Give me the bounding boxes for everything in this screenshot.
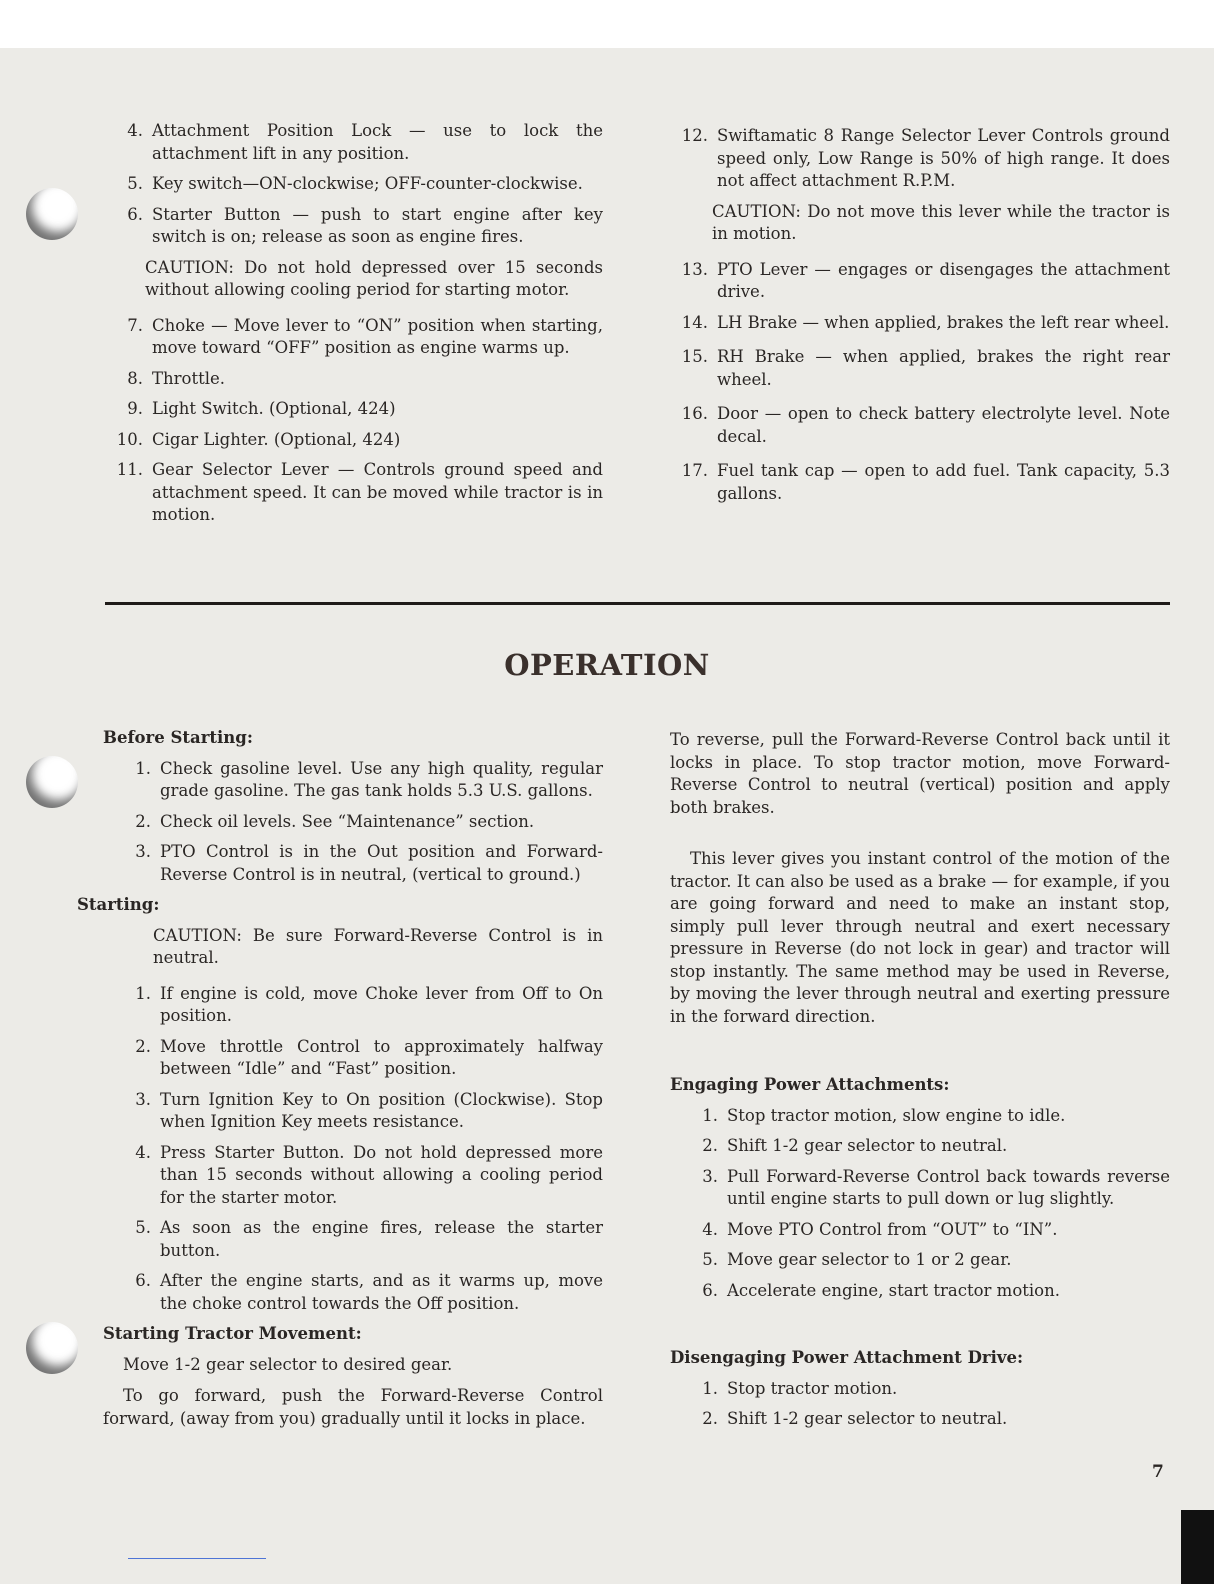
item-text: Shift 1-2 gear selector to neutral.: [727, 1409, 1008, 1428]
item-number: 3.: [135, 842, 151, 861]
item-number: 10.: [116, 429, 143, 449]
punch-hole-bottom: [26, 1322, 78, 1374]
item-number: 2.: [135, 1036, 151, 1056]
item-number: 7.: [127, 315, 143, 335]
item-text: Shift 1-2 gear selector to neutral.: [727, 1136, 1008, 1155]
before-starting-heading: Before Starting:: [103, 728, 253, 747]
list-item: [670, 1166, 1170, 1211]
item-number: 4.: [127, 121, 143, 140]
item-number: 1.: [135, 983, 151, 1003]
item-text: Check oil levels. See “Maintenance” section.: [160, 811, 535, 831]
item-text: PTO Lever — engages or disengages the attachment drive.: [717, 259, 1170, 301]
item-text: Check gasoline level. Use any high quality, regular grade gasoline. The gas tank holds 5.3 U.S. gallons.: [160, 758, 603, 800]
list-item: [670, 312, 1170, 335]
list-item: [103, 841, 603, 886]
list-item: [105, 315, 603, 360]
item-number: 4.: [702, 1219, 718, 1239]
list-item: [670, 1408, 1170, 1431]
item-text: RH Brake — when applied, brakes the right rear wheel.: [717, 347, 1170, 389]
item-text: Key switch—ON-clockwise; OFF-counter-clockwise.: [152, 174, 583, 193]
item-text: If engine is cold, move Choke lever from Off to On position.: [160, 983, 603, 1025]
item-text: As soon as the engine fires, release the starter button.: [160, 1218, 603, 1260]
item-text: Cigar Lighter. (Optional, 424): [152, 429, 401, 449]
underline-mark: [128, 1558, 266, 1559]
item-number: 16.: [681, 404, 708, 423]
item-number: 11.: [116, 460, 143, 479]
reverse-text: To reverse, pull the Forward-Reverse Control back until it locks in place. To stop tractor motion, move Forward-Reverse Control to neutral (vertical) position and apply both brakes.: [670, 730, 1170, 817]
list-item: [670, 1378, 1170, 1401]
item-number: 6.: [702, 1280, 718, 1300]
list-item: [103, 1142, 603, 1210]
item-number: 4.: [135, 1142, 151, 1162]
item-text: Fuel tank cap — open to add fuel. Tank capacity, 5.3 gallons.: [717, 461, 1170, 503]
item-number: 3.: [702, 1166, 718, 1186]
list-item: [670, 1249, 1170, 1272]
item-number: 6.: [127, 204, 143, 224]
item-number: 2.: [702, 1136, 718, 1155]
section-title: OPERATION: [504, 648, 710, 682]
tractor-movement-heading: Starting Tractor Movement:: [103, 1324, 362, 1343]
punch-hole-top: [26, 188, 78, 240]
movement-text: Move 1-2 gear selector to desired gear.: [123, 1354, 453, 1374]
item-number: 15.: [681, 347, 708, 366]
item-number: 8.: [127, 368, 143, 388]
list-item: [105, 368, 603, 391]
item-text: PTO Control is in the Out position and Forward-Reverse Control is in neutral, (vertical to ground.): [160, 842, 603, 884]
page-number: 7: [1152, 1462, 1164, 1482]
item-number: 14.: [681, 312, 708, 332]
list-item: [105, 429, 603, 452]
list-item: [670, 125, 1170, 193]
item-number: 12.: [681, 126, 708, 145]
list-item: [103, 1036, 603, 1081]
item-text: Accelerate engine, start tractor motion.: [727, 1280, 1060, 1300]
list-item: [670, 346, 1170, 391]
list-item: [103, 1217, 603, 1262]
item-text: After the engine starts, and as it warms up, move the choke control towards the Off position.: [160, 1271, 603, 1313]
item-number: 2.: [702, 1409, 718, 1428]
list-item: [105, 459, 603, 527]
engaging-heading: Engaging Power Attachments:: [670, 1075, 950, 1094]
lever-text: This lever gives you instant control of the motion of the tractor. It can also be used as a brake — for example, if you are going forward and need to make an instant stop, simply pull lever through neutral and exert necessary pressure in Reverse (do not lock in gear) and tractor will stop instantly. The same method may be used in Reverse, by moving the lever through neutral and exerting pressure in the forward direction.: [670, 849, 1170, 1026]
item-text: Pull Forward-Reverse Control back towards reverse until engine starts to pull down or lug slightly.: [727, 1166, 1170, 1208]
item-text: Light Switch. (Optional, 424): [152, 399, 396, 418]
item-text: Move PTO Control from “OUT” to “IN”.: [727, 1219, 1058, 1239]
item-number: 3.: [135, 1089, 151, 1109]
item-text: Stop tractor motion, slow engine to idle.: [727, 1105, 1066, 1125]
item-number: 1.: [702, 1378, 718, 1398]
list-item: [105, 398, 603, 421]
controls-list-right: [670, 125, 1170, 513]
item-number: 5.: [127, 174, 143, 193]
operation-right-column: [670, 729, 1170, 1439]
item-text: Press Starter Button. Do not hold depressed more than 15 seconds without allowing a cooling period for the starter motor.: [160, 1142, 603, 1207]
caution-note: CAUTION: Do not move this lever while the tractor is in motion.: [712, 201, 1170, 243]
item-text: LH Brake — when applied, brakes the left rear wheel.: [717, 312, 1170, 332]
item-text: Throttle.: [152, 368, 226, 388]
list-item: [670, 1280, 1170, 1303]
item-number: 13.: [681, 259, 708, 279]
list-item: [105, 120, 603, 165]
item-number: 6.: [135, 1271, 151, 1290]
item-number: 1.: [702, 1105, 718, 1125]
item-text: Attachment Position Lock — use to lock the attachment lift in any position.: [152, 121, 603, 163]
item-number: 5.: [702, 1250, 718, 1269]
item-text: Starter Button — push to start engine after key switch is on; release as soon as engine fires.: [152, 204, 603, 246]
list-item: [670, 1219, 1170, 1242]
item-text: Gear Selector Lever — Controls ground speed and attachment speed. It can be moved while tractor is in motion.: [152, 460, 603, 524]
list-item: [670, 460, 1170, 505]
list-item: [670, 403, 1170, 448]
list-item: [103, 811, 603, 834]
item-text: Swiftamatic 8 Range Selector Lever Controls ground speed only, Low Range is 50% of high range. It does not affect attachment R.P.M.: [717, 126, 1170, 190]
item-text: Door — open to check battery electrolyte level. Note decal.: [717, 404, 1170, 446]
starting-heading: Starting:: [77, 895, 160, 914]
operation-left-column: [77, 727, 603, 1439]
list-item: [105, 173, 603, 196]
list-item: [103, 983, 603, 1028]
list-item: [105, 204, 603, 249]
punch-hole-middle: [26, 756, 78, 808]
item-number: 2.: [135, 811, 151, 831]
caution-note: CAUTION: Be sure Forward-Reverse Control is in neutral.: [153, 925, 603, 967]
item-number: 5.: [135, 1218, 151, 1237]
forward-text: To go forward, push the Forward-Reverse Control forward, (away from you) gradually until it locks in place.: [103, 1386, 603, 1428]
disengaging-heading: Disengaging Power Attachment Drive:: [670, 1348, 1024, 1367]
list-item: [670, 259, 1170, 304]
scan-edge-shadow: [1181, 1510, 1214, 1584]
list-item: [670, 1105, 1170, 1128]
item-text: Move throttle Control to approximately halfway between “Idle” and “Fast” position.: [160, 1036, 603, 1078]
item-text: Move gear selector to 1 or 2 gear.: [727, 1250, 1012, 1269]
item-text: Turn Ignition Key to On position (Clockwise). Stop when Ignition Key meets resistance.: [160, 1089, 603, 1131]
list-item: [103, 1089, 603, 1134]
list-item: [670, 1135, 1170, 1158]
item-number: 9.: [127, 399, 143, 418]
item-number: 1.: [135, 758, 151, 778]
item-text: Choke — Move lever to “ON” position when starting, move toward “OFF” position as engine warms up.: [152, 315, 603, 357]
list-item: [103, 758, 603, 803]
item-number: 17.: [681, 461, 708, 480]
item-text: Stop tractor motion.: [727, 1378, 898, 1398]
list-item: [103, 1270, 603, 1315]
section-divider: [105, 602, 1170, 605]
caution-note: CAUTION: Do not hold depressed over 15 seconds without allowing cooling period for starting motor.: [145, 257, 603, 299]
controls-list-left: [105, 120, 603, 535]
